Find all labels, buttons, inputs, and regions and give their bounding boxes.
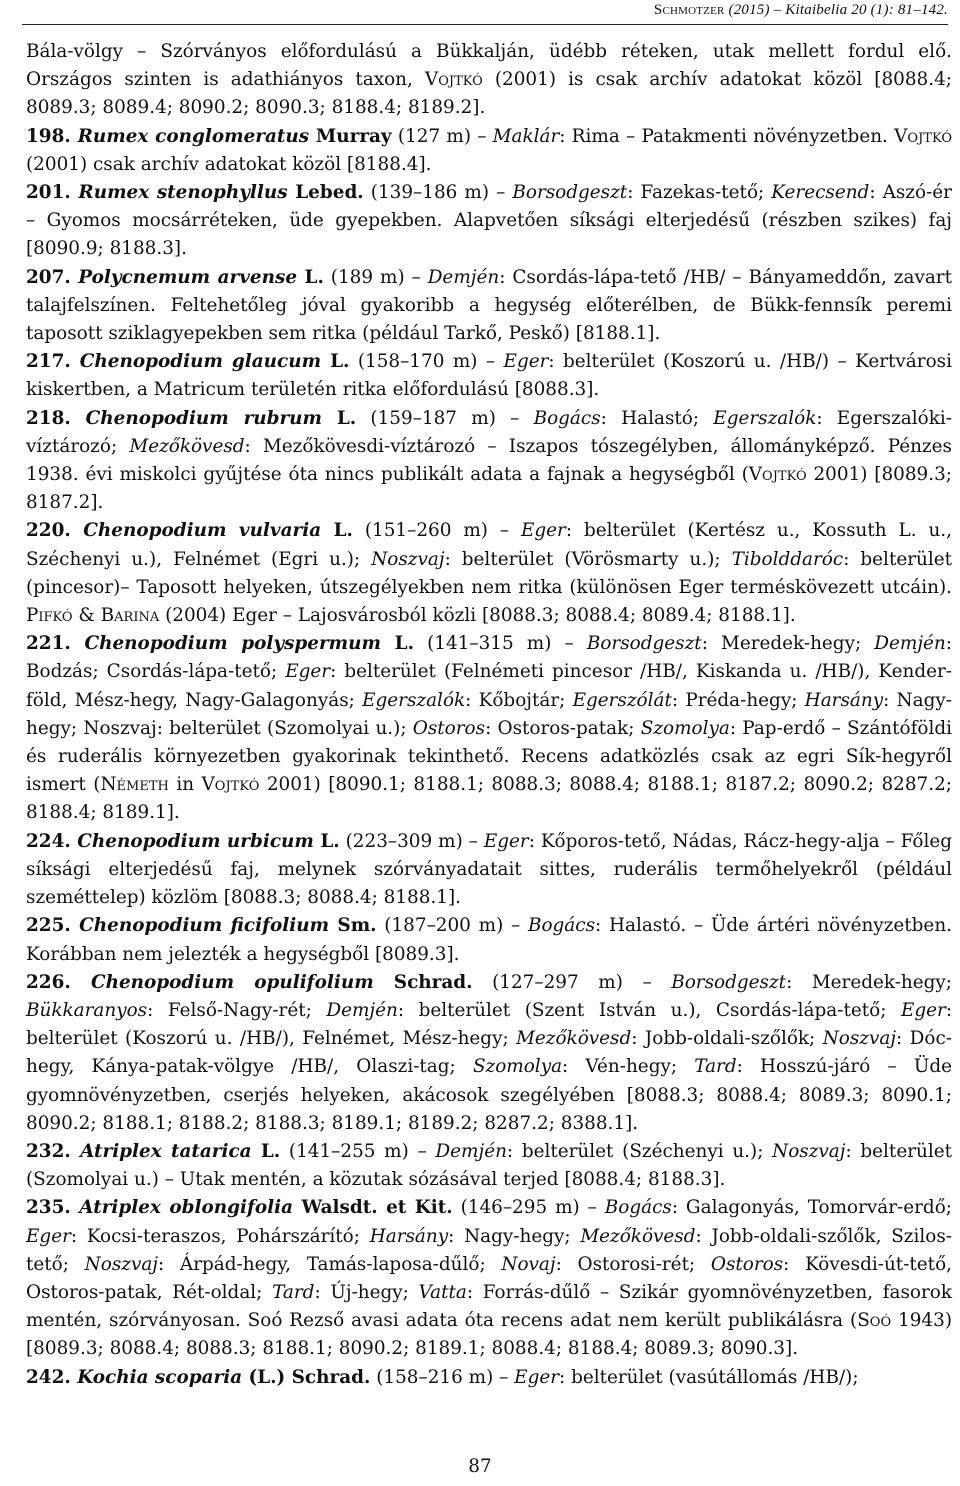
cited-author: Vojtkó	[894, 125, 952, 147]
taxon-author: L.	[313, 830, 340, 852]
locality-name: Borsodgeszt	[512, 182, 628, 204]
cited-author: Soó	[857, 1310, 892, 1332]
entry-number: 220.	[26, 520, 84, 542]
entry-text: : belterület (Vörösmarty u.);	[444, 548, 732, 570]
taxon-name: Chenopodium ficifolium	[79, 915, 330, 937]
species-entry	[26, 517, 952, 630]
entry-text: : Ostorosi-rét;	[555, 1253, 711, 1275]
entry-text: : belterület (Szomolyai u.) – Utak mentén, a közutak sózásával terjed [8088.4; 8188.3].	[26, 1140, 952, 1191]
entry-text: : belterület (Szent István u.), Csordás-lápa-tető;	[397, 999, 901, 1021]
entry-text: (158–170 m) –	[349, 351, 504, 373]
locality-name: Borsodgeszt	[671, 971, 787, 993]
entry-text: (141–255 m) –	[280, 1140, 436, 1162]
cited-author: Vojtkó	[748, 464, 807, 486]
entry-number: 198.	[26, 125, 78, 147]
species-entry	[26, 912, 952, 968]
entry-text: (141–315 m) –	[414, 633, 587, 655]
locality-name: Szomolya	[640, 717, 730, 739]
taxon-name: Chenopodium vulvaria	[83, 520, 322, 542]
locality-name: Eger	[503, 351, 549, 373]
entry-number: 242.	[26, 1366, 78, 1388]
locality-name: Bogács	[527, 915, 596, 937]
entry-text: : Aszó-ér – Gyomos mocsárréteken, üde gyepekben. Alapvetően síksági elterjedésű (részben szikes) faj [8090.9; 8188.3].	[26, 182, 952, 260]
entry-text: (158–216 m) –	[370, 1366, 515, 1388]
taxon-name: Chenopodium polyspermum	[84, 633, 381, 655]
entry-text: in	[168, 774, 202, 796]
taxon-name: Rumex stenophyllus	[78, 182, 288, 204]
locality-name: Demjén	[326, 999, 398, 1021]
cited-author: Pifkó	[26, 605, 73, 627]
species-list	[26, 38, 952, 1392]
species-entry	[26, 348, 952, 404]
entry-text: : Forrás-dűlő – Szikár gyomnövényzetben, fasorok mentén, szórványosan. Soó Rezső avasi adata óta recens adat nem került publikálásra (	[26, 1281, 953, 1332]
entry-number: 218.	[26, 407, 86, 429]
entry-text: : Nagy-hegy;	[448, 1225, 581, 1247]
entry-number: 235.	[26, 1197, 80, 1219]
entry-number: 225.	[26, 915, 80, 937]
taxon-author: L.	[380, 633, 414, 655]
locality-name: Demjén	[874, 633, 946, 655]
locality-name: Harsány	[369, 1225, 449, 1247]
locality-name: Eger	[520, 520, 566, 542]
entry-number: 221.	[26, 633, 85, 655]
entry-text: : belterület (Kertész u., Kossuth L. u., Széchenyi u.), Felnémet (Egri u.);	[26, 520, 952, 570]
header-rule	[22, 24, 948, 25]
entry-text: : Egerszalóki-víztározó;	[26, 407, 952, 457]
taxon-name: Kochia scoparia	[77, 1366, 243, 1388]
locality-name: Eger	[900, 999, 946, 1021]
locality-name: Eger	[514, 1366, 560, 1388]
species-entry	[26, 1138, 952, 1194]
locality-name: Noszvaj	[84, 1253, 159, 1275]
entry-text: : Pap-erdő – Szántóföldi és ruderális környezetben gyakorinak tekinthető. Recens adatközlés csak az egri Sík-hegyről ismert (	[26, 717, 953, 796]
locality-name: Tard	[694, 1056, 737, 1078]
entry-text: 1943) [8089.3; 8088.4; 8088.3; 8188.1; 8090.2; 8189.1; 8088.4; 8188.4; 8089.3; 8090.3].	[26, 1310, 952, 1360]
entry-text: (2001) is csak archív adatokat közöl [8088.4; 8089.3; 8089.4; 8090.2; 8090.3; 8188.4; 8189.2].	[26, 69, 953, 119]
entry-text: &	[72, 605, 101, 627]
species-entry	[26, 264, 952, 349]
running-header	[654, 2, 948, 19]
taxon-author: Sm.	[329, 915, 377, 937]
species-entry	[26, 969, 952, 1138]
taxon-name: Atriplex oblongifolia	[79, 1197, 294, 1219]
entry-text: (159–187 m) –	[356, 407, 534, 429]
taxon-author: Schrad.	[373, 971, 473, 993]
locality-name: Bogács	[604, 1197, 672, 1219]
entry-text: : Kőporos-tető, Nádas, Rácz-hegy-alja – Főleg síksági elterjedésű faj, melynek szórványadatait sittes, ruderális termőhelyekről (például szeméttelep) közlöm [8088.3; 8088.4; 8188.1].	[26, 830, 952, 909]
species-entry	[26, 828, 952, 913]
header-author: Schmotzer	[653, 2, 725, 18]
entry-text: (2001) csak archív adatokat közöl [8188.4].	[26, 153, 432, 175]
entry-number: 217.	[26, 351, 80, 373]
entry-text: : Halastó;	[600, 407, 714, 429]
taxon-author: Lebed.	[287, 182, 364, 204]
locality-name: Ostoros	[412, 717, 486, 739]
entry-text: : Fazekas-tető;	[627, 182, 772, 204]
locality-name: Egerszalók	[713, 407, 817, 429]
header-citation: (2015) – Kitaibelia 20 (1): 81–142.	[724, 2, 948, 18]
page-number: 87	[468, 1456, 492, 1477]
entry-text: 2001) [8090.1; 8188.1; 8088.3; 8088.4; 8188.1; 8187.2; 8090.2; 8287.2; 8188.4; 8189.1].	[26, 774, 952, 824]
entry-text: : Préda-hegy;	[671, 689, 805, 711]
locality-name: Egerszalók	[362, 689, 466, 711]
species-entry	[26, 1194, 952, 1363]
taxon-author: L.	[322, 407, 357, 429]
entry-text: : Rima – Patakmenti növényzetben.	[559, 125, 895, 147]
locality-name: Demjén	[435, 1140, 507, 1162]
locality-name: Vatta	[418, 1281, 467, 1303]
locality-name: Eger	[483, 830, 529, 852]
locality-name: Bükkaranyos	[26, 999, 148, 1021]
locality-name: Demjén	[427, 266, 500, 288]
species-entry	[26, 123, 952, 179]
entry-text: : belterület (Széchenyi u.);	[506, 1140, 773, 1162]
species-entry	[26, 1364, 952, 1392]
entry-number: 232.	[26, 1140, 81, 1162]
species-entry	[26, 405, 952, 518]
entry-number: 224.	[26, 830, 78, 852]
cited-author: Vojtkó	[424, 69, 483, 91]
locality-name: Noszvaj	[772, 1140, 846, 1162]
entry-text: : Jobb-oldali-szőlők;	[631, 1028, 823, 1050]
locality-name: Kerecsend	[771, 182, 870, 204]
entry-text: (189 m) –	[323, 266, 428, 288]
entry-text: : Meredek-hegy;	[786, 971, 952, 993]
locality-name: Novaj	[501, 1253, 556, 1275]
entry-text: : Ostoros-patak;	[485, 717, 641, 739]
entry-text: : belterület (vasútállomás /HB/);	[559, 1366, 859, 1388]
locality-name: Ostoros	[710, 1253, 784, 1275]
entry-text: (139–186 m) –	[363, 182, 513, 204]
entry-text: : Vén-hegy;	[562, 1056, 695, 1078]
locality-name: Maklár	[492, 125, 560, 147]
entry-text: (151–260 m) –	[352, 520, 521, 542]
locality-name: Mezőkövesd	[580, 1225, 696, 1247]
locality-name: Noszvaj	[822, 1028, 897, 1050]
locality-name: Szomolya	[472, 1056, 563, 1078]
entry-text: : Új-hegy;	[314, 1281, 419, 1303]
entry-text: : Halastó. – Üde ártéri növényzetben. Korábban nem jelezték a hegységből [8089.3].	[26, 915, 953, 965]
entry-number: 226.	[26, 971, 91, 993]
entry-text: : Bodzás; Csordás-lápa-tető;	[26, 633, 952, 683]
locality-name: Egerszólát	[572, 689, 672, 711]
locality-name: Harsány	[804, 689, 884, 711]
entry-text: Bála-völgy – Szórványos előfordulású a Bükkalján, üdébb réteken, utak mellett fordul elő. Országos szinten is adathiányos taxon,	[26, 41, 952, 91]
entry-text: (223–309 m) –	[339, 830, 484, 852]
entry-text: (2004) Eger – Lajosvárosból közli [8088.3; 8088.4; 8089.4; 8188.1].	[159, 605, 796, 627]
entry-text: : Felső-Nagy-rét;	[147, 999, 327, 1021]
taxon-author: L.	[321, 351, 350, 373]
locality-name: Tard	[272, 1281, 315, 1303]
locality-name: Bogács	[533, 407, 601, 429]
species-entry	[26, 630, 952, 827]
entry-text: (187–200 m) –	[376, 915, 528, 937]
cited-author: Németh	[100, 774, 169, 796]
entry-text: : Kövesdi-út-tető, Ostoros-patak, Rét-oldal;	[26, 1253, 952, 1303]
locality-name: Mezőkövesd	[129, 435, 245, 457]
entry-text: : Jobb-oldali-szőlők, Szilos-tető;	[26, 1225, 952, 1275]
entry-text: : belterület (Koszorú u. /HB/), Felnémet, Mész-hegy;	[26, 999, 953, 1050]
entry-text: : belterület (pincesor)– Taposott helyeken, útszegélyekben nem ritka (különösen Eger terméskövezett utcáin).	[26, 548, 953, 598]
entry-text: 2001) [8089.3; 8187.2].	[26, 464, 953, 514]
entry-number: 207.	[26, 266, 79, 288]
entry-text: (127 m) –	[391, 125, 493, 147]
taxon-name: Chenopodium rubrum	[85, 407, 323, 429]
taxon-name: Rumex conglomeratus	[77, 125, 310, 147]
taxon-name: Chenopodium glaucum	[79, 351, 322, 373]
entry-text: : belterület (Koszorú u. /HB/) – Kertvárosi kiskertben, a Matricum területén ritka előfordulású [8088.3].	[26, 351, 952, 401]
taxon-author: L.	[251, 1140, 281, 1162]
taxon-name: Chenopodium opulifolium	[90, 971, 374, 993]
cited-author: Vojtkó	[201, 774, 260, 796]
taxon-author: (L.) Schrad.	[242, 1366, 371, 1388]
entry-text: : Galagonyás, Tomorvár-erdő;	[671, 1197, 952, 1219]
species-entry	[26, 179, 952, 264]
locality-name: Noszvaj	[371, 548, 445, 570]
taxon-name: Atriplex tatarica	[80, 1140, 252, 1162]
locality-name: Eger	[285, 661, 331, 683]
locality-name: Tibolddaróc	[731, 548, 844, 570]
entry-text: : belterület (Felnémeti pincesor /HB/, Kiskanda u. /HB/), Kender-föld, Mész-hegy, Nagy-Galagonyás;	[26, 661, 952, 711]
entry-text: : Hosszú-járó – Üde gyomnövényzetben, cserjés helyeken, akácosok szegélyében [8088.3; 8088.4; 8089.3; 8090.1; 8090.2; 8188.1; 8188.2; 8188.3; 8189.1; 8189.2; 8287.2; 8388.1].	[26, 1056, 952, 1134]
entry-number: 201.	[26, 182, 79, 204]
entry-text: : Nagy-hegy; Noszvaj: belterület (Szomolyai u.);	[26, 689, 952, 739]
taxon-author: Murray	[309, 125, 392, 147]
locality-name: Mezőkövesd	[516, 1028, 632, 1050]
entry-text: : Árpád-hegy, Tamás-laposa-dűlő;	[158, 1253, 502, 1275]
taxon-author: L.	[297, 266, 324, 288]
taxon-name: Polycnemum arvense	[78, 266, 298, 288]
entry-continuation	[26, 38, 952, 123]
locality-name: Borsodgeszt	[586, 633, 702, 655]
taxon-name: Chenopodium urbicum	[77, 830, 314, 852]
taxon-author: L.	[321, 520, 353, 542]
entry-text: : Csordás-lápa-tető /HB/ – Bányameddőn, zavart talajfelszínen. Feltehetőleg jóval gyakoribb a hegység előterélben, de Bükk-fennsík peremi taposott sziklagyepekben sem ritka (például Tarkő, Peskő) [8188.1].	[26, 266, 952, 345]
entry-text: : Dóc-hegy, Kánya-patak-völgye /HB/, Olaszi-tag;	[26, 1028, 952, 1078]
taxon-author: Walsdt. et Kit.	[293, 1197, 453, 1219]
entry-text: (146–295 m) –	[452, 1197, 605, 1219]
entry-text: : Kőbojtár;	[465, 689, 573, 711]
entry-text: : Kocsi-teraszos, Pohárszárító;	[70, 1225, 370, 1247]
cited-author: Barina	[100, 605, 160, 627]
entry-text: : Meredek-hegy;	[701, 633, 875, 655]
entry-text: (127–297 m) –	[472, 971, 672, 993]
entry-text: : Mezőkövesdi-víztározó – Iszapos tószegélyben, állományképző. Pénzes 1938. évi miskolci gyűjtése óta nincs publikált adata a fajnak a hegységből (	[26, 435, 952, 486]
locality-name: Eger	[26, 1225, 71, 1247]
